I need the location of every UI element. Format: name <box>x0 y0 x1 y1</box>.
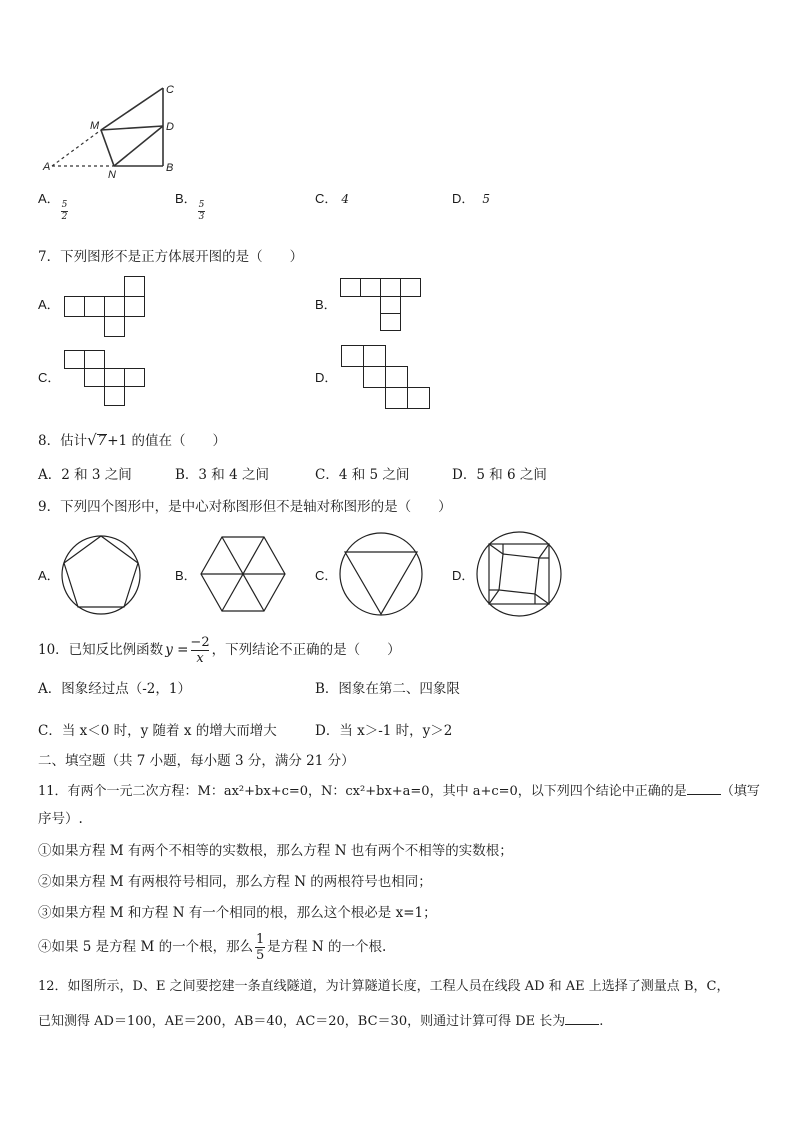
q9-stem: 9．下列四个图形中，是中心对称图形但不是轴对称图形的是（ ） <box>38 499 452 515</box>
point-label-M: M <box>90 120 100 132</box>
cube-net-a <box>64 276 146 338</box>
q10-option-c: C．当 x＜0 时，y 随着 x 的增大而增大 <box>38 723 277 739</box>
q8-option-c: C．4 和 5 之间 <box>315 467 410 483</box>
q7-stem: 7．下列图形不是正方体展开图的是（ ） <box>38 249 304 265</box>
point-label-N: N <box>108 169 116 181</box>
q9-label-b: B． <box>175 568 197 583</box>
q11-line1: 11．有两个一元二次方程：M：ax²+bx+c=0，N：cx²+bx+a=0，其中 a+c=0，以下列四个结论中正确的是 （填写 <box>38 784 760 799</box>
q9-label-c: C． <box>315 568 338 583</box>
point-label-D: D <box>166 121 174 133</box>
answer-blank <box>565 1012 599 1025</box>
cube-net-b <box>340 278 422 332</box>
circle-pentagon-figure <box>60 533 142 617</box>
q7-label-b: B． <box>315 297 337 312</box>
q6-option-b-fraction: 5 3 <box>198 200 205 222</box>
q9-label-a: A． <box>38 568 60 583</box>
q8-option-a: A．2 和 3 之间 <box>38 467 132 483</box>
q6-option-c: C． 4 <box>315 191 350 206</box>
q8-option-d: D．5 和 6 之间 <box>452 467 547 483</box>
circle-triangle-figure <box>338 531 424 617</box>
q7-label-d: D． <box>315 370 338 385</box>
geometry-figure <box>0 0 794 200</box>
q11-statement-3: ③如果方程 M 和方程 N 有一个相同的根，那么这个根必是 x=1； <box>38 905 437 921</box>
section-heading: 二、填空题（共 7 小题，每小题 3 分，满分 21 分） <box>38 753 355 769</box>
q10-stem: 10．已知反比例函数 y = $\frac{-2}{x}$ ，下列结论不正确的是（ ） <box>38 635 401 666</box>
q10-option-d: D．当 x＞-1 时，y＞2 <box>315 723 453 739</box>
q8-stem: 8．估计√7+1 的值在（ ） <box>38 431 226 449</box>
segment-ND <box>114 126 163 166</box>
segment-MN <box>101 130 114 166</box>
q12-line1: 12．如图所示，D、E 之间要挖建一条直线隧道，为计算隧道长度，工程人员在线段 AD 和 AE 上选择了测量点 B，C， <box>38 979 730 994</box>
q8-option-b: B．3 和 4 之间 <box>175 467 269 483</box>
q7-label-a: A． <box>38 297 60 312</box>
point-label-C: C <box>166 84 174 96</box>
q10-fraction: $\frac{-2}{x}$ <box>190 635 210 666</box>
q11-fraction: $\frac{1}{5}$ <box>255 932 265 963</box>
dashed-segment-AM <box>52 130 101 166</box>
q11-line2: 序号）. <box>38 811 83 827</box>
segment-MC <box>101 88 163 130</box>
point-label-B: B <box>166 162 174 174</box>
q6-option-d: D． 5 <box>452 191 491 206</box>
q6-option-b: B． <box>175 191 197 206</box>
segment-MD <box>101 126 163 130</box>
cube-net-c <box>64 350 146 408</box>
q9-label-d: D． <box>452 568 475 583</box>
cube-net-d <box>341 345 433 411</box>
q12-line2: 已知测得 AD＝100，AE＝200，AB＝40，AC＝20，BC＝30，则通过计算可得 DE 长为 . <box>38 1014 604 1029</box>
q11-statement-1: ①如果方程 M 有两个不相等的实数根，那么方程 N 也有两个不相等的实数根； <box>38 843 513 859</box>
q11-statement-4: ④如果 5 是方程 M 的一个根，那么 $\frac{1}{5}$ 是方程 N 的一个根. <box>38 932 387 963</box>
q10-option-b: B．图象在第二、四象限 <box>315 681 460 697</box>
q8-radicand: 7 <box>97 433 107 449</box>
q6-option-a: A． <box>38 191 60 206</box>
q6-option-a-fraction: 5 2 <box>61 200 68 222</box>
circle-square-pinwheel-figure <box>475 530 563 618</box>
q11-statement-2: ②如果方程 M 有两根符号相同，那么方程 N 的两根符号也相同； <box>38 874 432 890</box>
q7-label-c: C． <box>38 370 61 385</box>
hexagon-figure <box>200 536 286 612</box>
q10-option-a: A．图象经过点（-2，1） <box>38 681 191 697</box>
answer-blank <box>687 782 721 795</box>
point-label-A: A <box>43 161 51 173</box>
